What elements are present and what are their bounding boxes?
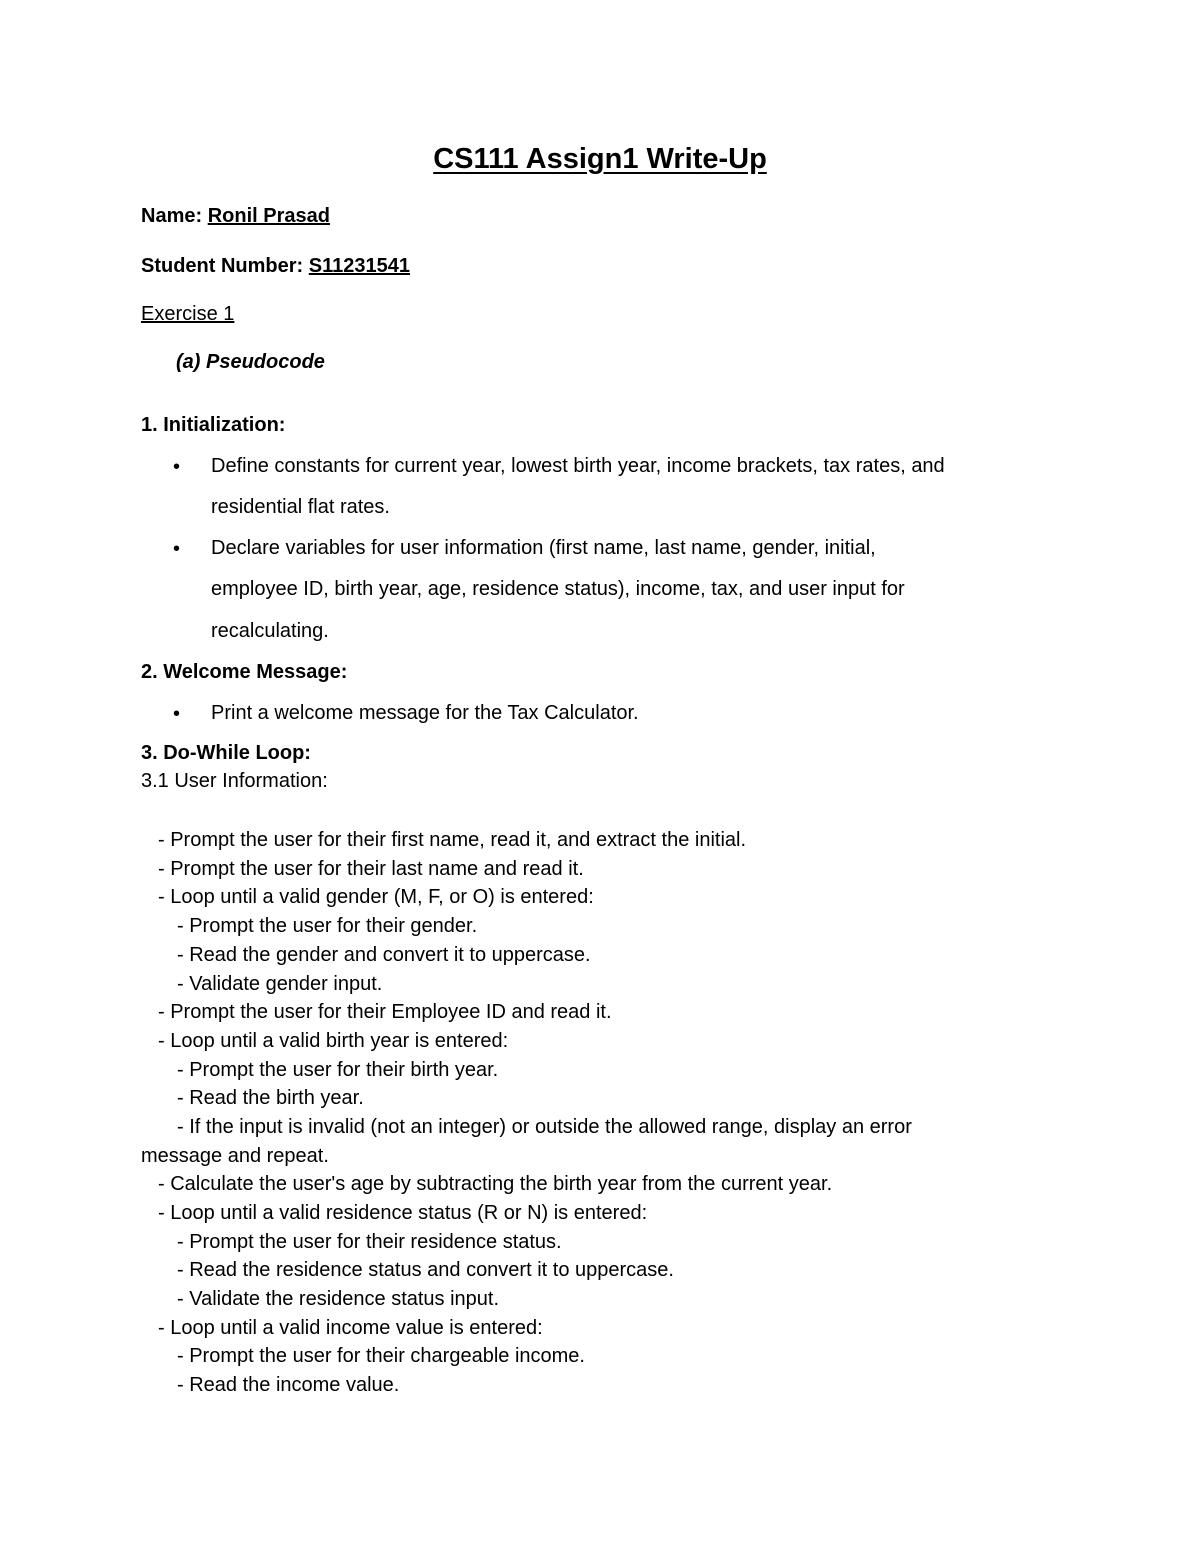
pseudocode-line: - Loop until a valid residence status (R or N) is entered: — [158, 1202, 648, 1224]
bullet-text: Define constants for current year, lowest birth year, income brackets, tax rates, and — [211, 455, 945, 477]
pseudocode-subheading: (a) Pseudocode — [176, 351, 325, 373]
bullet-icon: • — [173, 703, 181, 725]
subsection-user-information: 3.1 User Information: — [141, 770, 328, 792]
section-initialization-heading: 1. Initialization: — [141, 414, 286, 436]
pseudocode-line: - Validate the residence status input. — [177, 1288, 500, 1310]
bullet-text: Print a welcome message for the Tax Calculator. — [211, 702, 639, 724]
bullet-text: recalculating. — [211, 620, 329, 642]
page-title: CS111 Assign1 Write-Up — [433, 143, 767, 175]
pseudocode-line: - Prompt the user for their birth year. — [177, 1059, 499, 1081]
bullet-text: employee ID, birth year, age, residence status), income, tax, and user input for — [211, 578, 905, 600]
pseudocode-line: - Prompt the user for their Employee ID and read it. — [158, 1001, 612, 1023]
bullet-icon: • — [173, 538, 181, 560]
pseudocode-line: - If the input is invalid (not an integer) or outside the allowed range, display an error — [177, 1116, 912, 1138]
pseudocode-line: - Prompt the user for their first name, read it, and extract the initial. — [158, 829, 747, 851]
pseudocode-line: - Prompt the user for their residence status. — [177, 1231, 562, 1253]
bullet-icon: • — [173, 456, 181, 478]
student-number-label: Student Number: — [141, 255, 304, 277]
pseudocode-line: - Loop until a valid income value is entered: — [158, 1317, 543, 1339]
pseudocode-line: - Read the gender and convert it to uppercase. — [177, 944, 591, 966]
pseudocode-line: - Read the birth year. — [177, 1087, 364, 1109]
student-number-row — [141, 256, 410, 276]
pseudocode-line: - Read the income value. — [177, 1374, 400, 1396]
name-value: Ronil Prasad — [207, 205, 330, 227]
name-row — [141, 206, 330, 226]
exercise-heading: Exercise 1 — [141, 303, 235, 325]
section-do-while-heading: 3. Do-While Loop: — [141, 742, 311, 764]
pseudocode-line: - Read the residence status and convert it to uppercase. — [177, 1259, 674, 1281]
student-number-value: S11231541 — [308, 255, 411, 277]
pseudocode-line: - Loop until a valid gender (M, F, or O) is entered: — [158, 886, 594, 908]
pseudocode-line: - Prompt the user for their last name and read it. — [158, 858, 584, 880]
bullet-text: residential flat rates. — [211, 496, 390, 518]
pseudocode-line: message and repeat. — [141, 1145, 329, 1167]
pseudocode-line: - Prompt the user for their chargeable income. — [177, 1345, 585, 1367]
pseudocode-line: - Prompt the user for their gender. — [177, 915, 478, 937]
pseudocode-line: - Validate gender input. — [177, 973, 383, 995]
section-welcome-heading: 2. Welcome Message: — [141, 661, 348, 683]
name-label: Name: — [141, 205, 203, 227]
bullet-text: Declare variables for user information (first name, last name, gender, initial, — [211, 537, 876, 559]
pseudocode-line: - Calculate the user's age by subtracting the birth year from the current year. — [158, 1173, 833, 1195]
pseudocode-line: - Loop until a valid birth year is entered: — [158, 1030, 509, 1052]
